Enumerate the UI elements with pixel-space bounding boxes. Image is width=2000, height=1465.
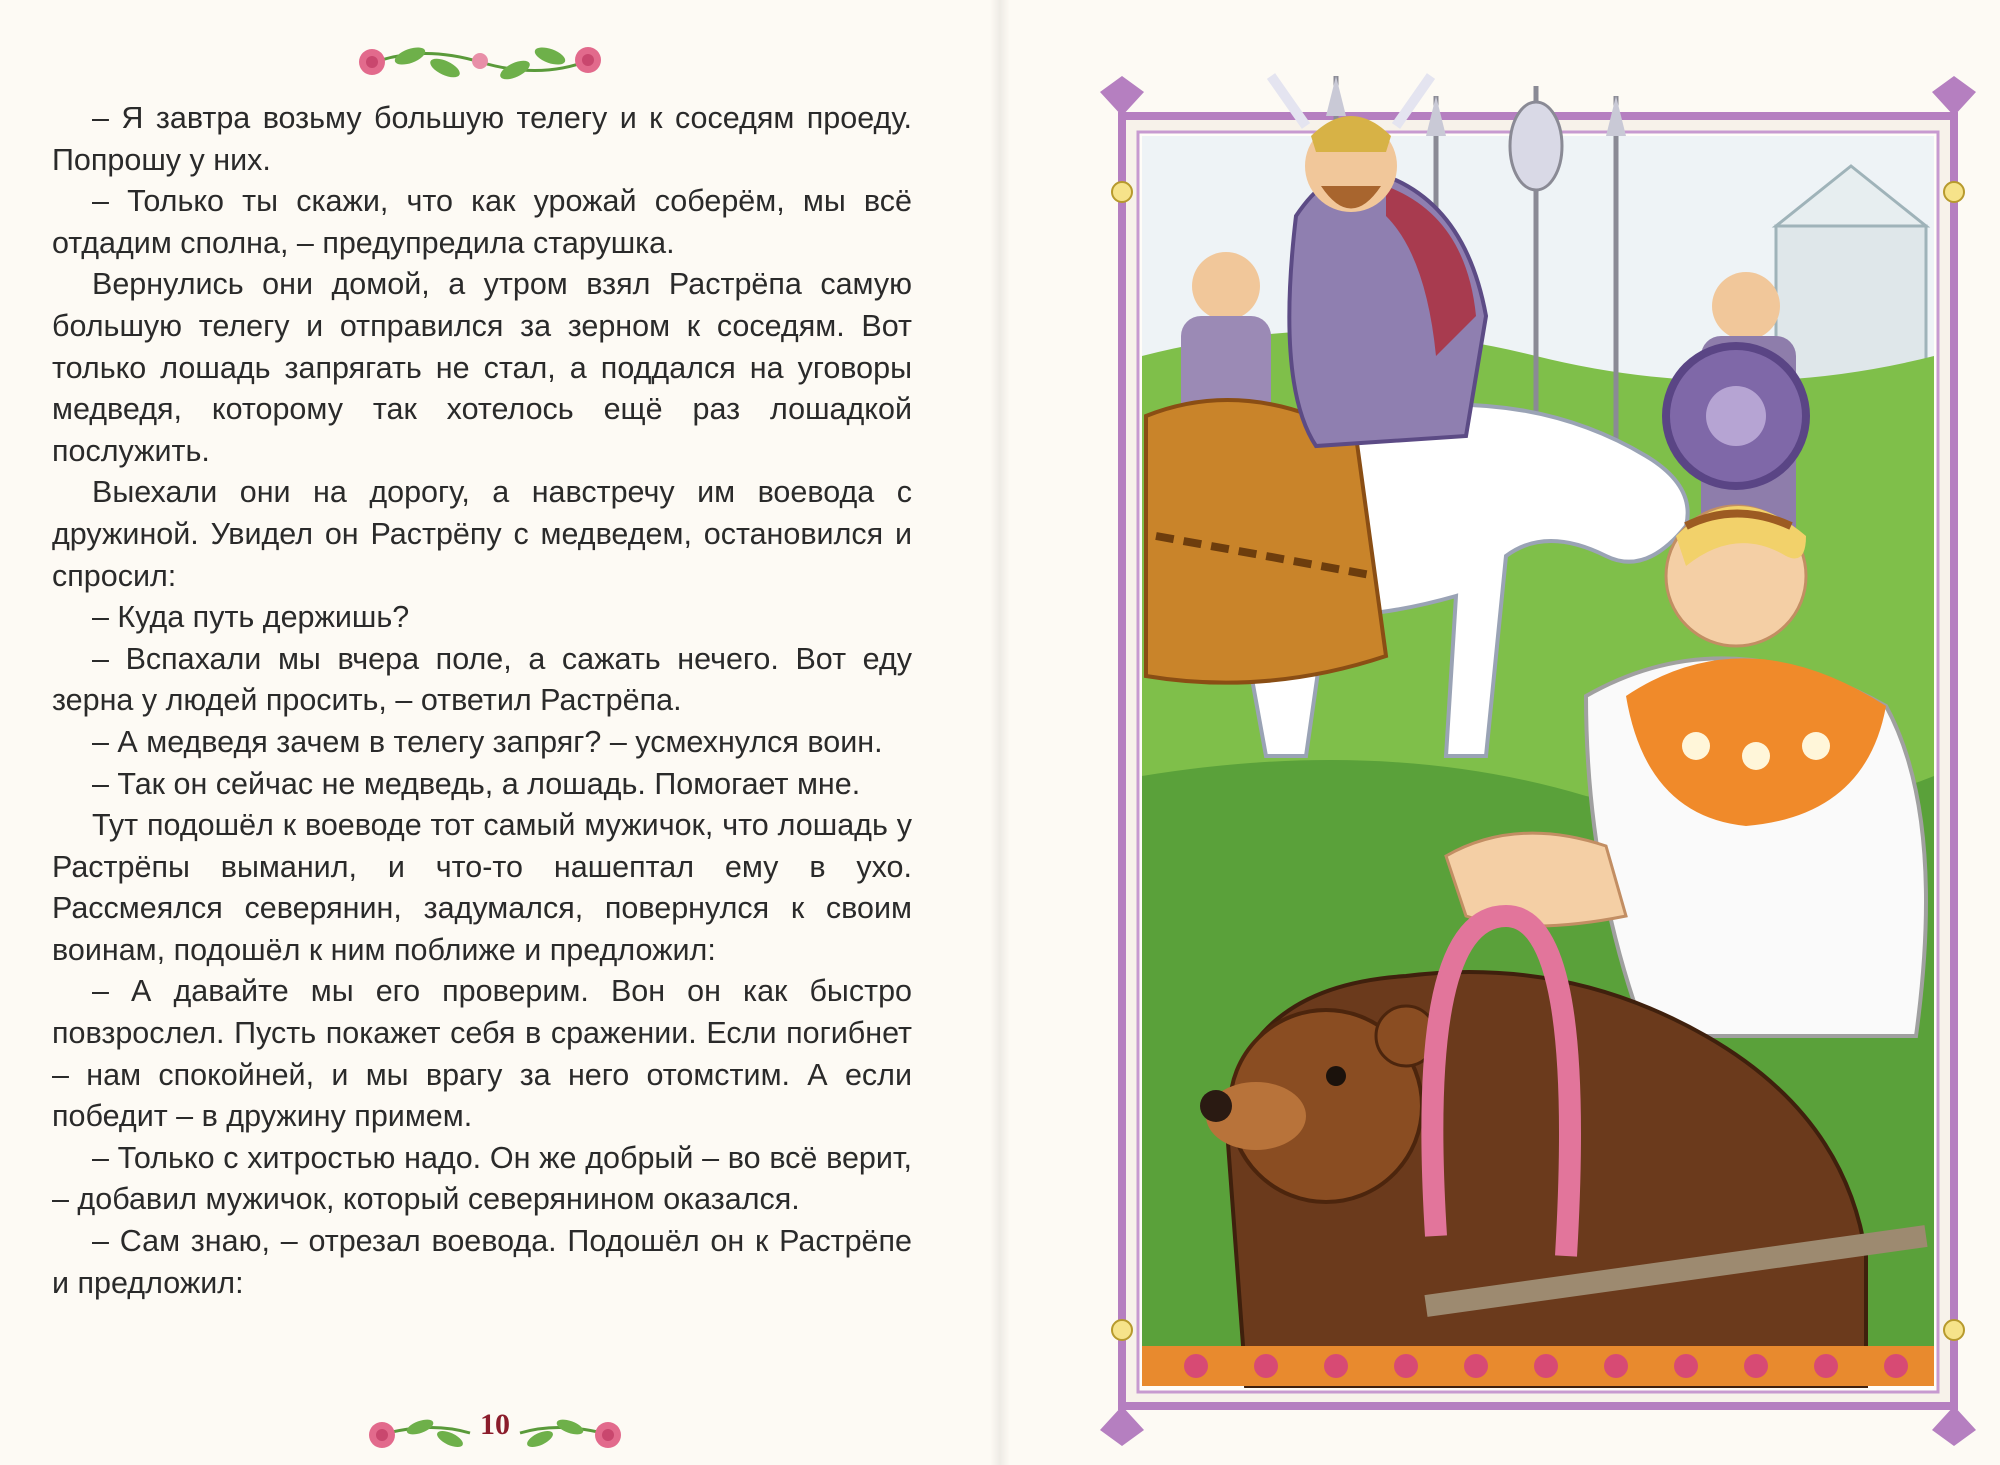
paragraph: – А давайте мы его проверим. Вон он как быстро повзрослел. Пусть покажет себя в сражении. Если погибнет – нам спокойней, и мы врагу за него отомстим. А если победит – в дружину примем. xyxy=(52,974,912,1134)
paragraph: – Только с хитростью надо. Он же добрый – во всё верит, – добавил мужичок, который северянином оказался. xyxy=(52,1140,912,1217)
book-gutter xyxy=(990,0,1010,1465)
paragraph: – Я завтра возьму большую телегу и к соседям проеду. Попрошу у них. xyxy=(52,101,912,177)
story-text xyxy=(52,98,912,1304)
paragraph: – А медведя зачем в телегу запряг? – усмехнулся воин. xyxy=(92,724,883,759)
paragraph: – Только ты скажи, что как урожай соберём, мы всё отдадим сполна, – предупредила старушка. xyxy=(52,184,912,260)
paragraph: – Куда путь держишь? xyxy=(92,600,410,635)
paragraph: – Вспахали мы вчера поле, а сажать нечего. Вот еду зерна у людей просить, – ответил Растрёпа. xyxy=(52,641,912,718)
paragraph: Вернулись они домой, а утром взял Растрёпа самую большую телегу и отправился за зерном к соседям. Вот только лошадь запрягать не стал, а поддался на уговоры медведя, которому так хотелось ещё раз лошадкой послужить. xyxy=(52,267,912,468)
paragraph: Тут подошёл к воеводе тот самый мужичок, что лошадь у Растрёпы выманил, и что-то нашептал ему в ухо. Рассмеялся северянин, задумался, повернулся к своим воинам, подошёл к ним поближе и предложил: xyxy=(52,808,912,967)
paragraph: Выехали они на дорогу, а навстречу им воевода с дружиной. Увидел он Растрёпу с медведем, остановился и спросил: xyxy=(52,475,912,593)
paragraph: – Сам знаю, – отрезал воевода. Подошёл он к Растрёпе и предложил: xyxy=(52,1224,912,1300)
page-number: 10 xyxy=(480,1408,510,1441)
framed-illustration-icon xyxy=(1086,56,1990,1458)
paragraph: – Так он сейчас не медведь, а лошадь. Помогает мне. xyxy=(92,766,861,801)
rose-vine-ornament-icon xyxy=(350,34,610,88)
